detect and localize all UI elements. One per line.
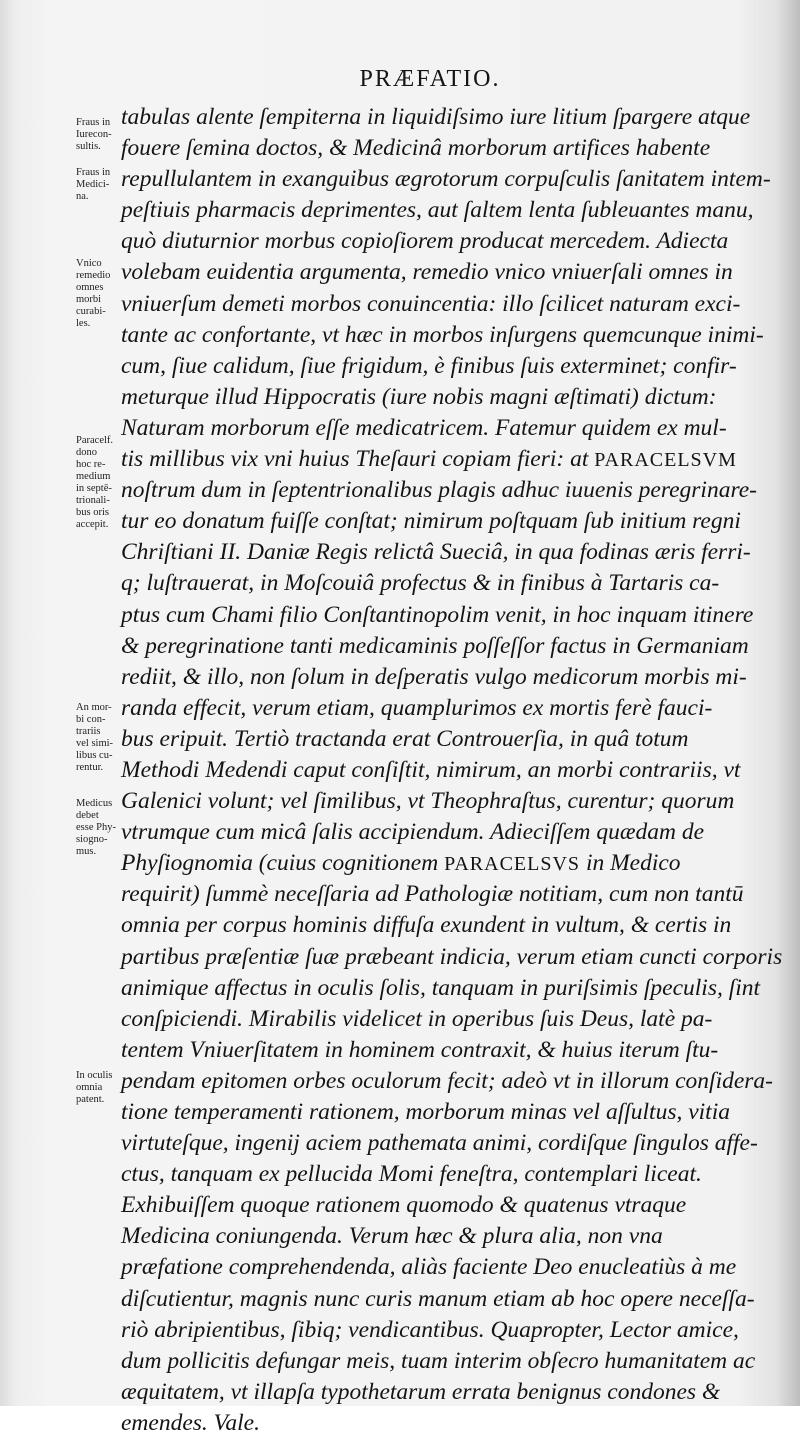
text-line: dum pollicitis defungar meis, tuam interim obſecro humanitatem ac xyxy=(121,1347,756,1374)
margin-note-line: debet xyxy=(76,810,99,821)
margin-note-line: vel simi- xyxy=(76,738,114,749)
margin-note-line: Paracelf. xyxy=(76,435,114,446)
text-line: bus eripuit. Tertiò tractanda erat Controuerſia, in quâ totum xyxy=(121,725,689,752)
text-line: vtrumque cum micâ ſalis accipiendum. Adieciſſem quædam de xyxy=(121,819,705,846)
text-line: Naturam morborum eſſe medicatricem. Fatemur quidem ex mul- xyxy=(121,414,727,441)
margin-note-line: na. xyxy=(76,191,89,202)
margin-note-line: omnia xyxy=(76,1082,103,1093)
margin-note-line: medium xyxy=(76,471,111,482)
margin-note-line: An mor- xyxy=(76,702,112,713)
margin-note-line: mus. xyxy=(76,846,97,857)
text-line: Medicina coniungenda. Verum hæc & plura alia, non vna xyxy=(121,1223,663,1250)
text-line: rediit, & illo, non ſolum in deſperatis vulgo medicorum morbis mi- xyxy=(121,663,747,690)
text-line: q; luſtrauerat, in Moſcouiâ profectus & in finibus à Tartaris ca- xyxy=(121,570,720,597)
body-text xyxy=(121,102,791,1439)
margin-note xyxy=(76,117,122,153)
margin-note-line: in septē- xyxy=(76,483,112,494)
text-line: ctus, tanquam ex pellucida Momi feneſtra, contemplari liceat. xyxy=(121,1161,702,1188)
text-line: & peregrinatione tanti medicaminis poſſeſſor factus in Germaniam xyxy=(121,632,749,659)
margin-note-line: curabi- xyxy=(76,306,106,317)
text-line: pendam epitomen orbes oculorum fecit; adeò vt in illorum conſidera- xyxy=(121,1067,773,1094)
text-line: vniuerſum demeti morbos conuincentia: illo ſcilicet naturam exci- xyxy=(121,290,741,317)
margin-note-line: remedio xyxy=(76,270,111,281)
margin-note-line: siogno- xyxy=(76,834,108,845)
margin-note xyxy=(76,798,122,858)
text-line-pre: Phyſiognomia (cuius cognitionem xyxy=(121,850,445,877)
margin-note-line: rentur. xyxy=(76,762,104,773)
text-line: tur eo donatum fuiſſe conſtat; nimirum poſtquam ſub initium regni xyxy=(121,508,741,535)
margin-note-line: omnes xyxy=(76,282,104,293)
text-line: requirit) ſummè neceſſaria ad Pathologiæ notitiam, cum non tantū xyxy=(121,881,744,908)
author-name: PARACELSVM xyxy=(594,449,737,472)
margin-note-line: patent. xyxy=(76,1094,105,1105)
margin-note-line: Medicus xyxy=(76,798,113,809)
margin-note-line: libus cu- xyxy=(76,750,113,761)
margin-note-line: Iurecon- xyxy=(76,129,112,140)
text-line: tione temperamenti rationem, morborum minas vel aſſultus, vitia xyxy=(121,1099,730,1125)
margin-note-line: trionali- xyxy=(76,495,110,506)
text-line: animique affectus in oculis ſolis, tanquam in puriſsimis ſpeculis, ſint xyxy=(121,974,761,1001)
text-line: riò abripientibus, ſibiq; vendicantibus. Quapropter, Lector amice, xyxy=(121,1316,739,1343)
text-line: emendes. Vale. xyxy=(121,1409,260,1436)
text-line: diſcutientur, magnis nunc curis manum etiam ab hoc opere neceſſa- xyxy=(121,1285,755,1312)
text-line: peſtiuis pharmacis deprimentes, aut ſaltem lenta ſubleuantes manu, xyxy=(121,197,754,224)
text-line: tante ac confortante, vt hæc in morbos inſurgens quemcunque inimi- xyxy=(121,321,764,348)
text-line: noſtrum dum in ſeptentrionalibus plagis adhuc iuuenis peregrinare- xyxy=(121,477,757,504)
margin-note-line: morbi xyxy=(76,294,102,305)
text-line: meturque illud Hippocratis (iure nobis magni æſtimati) dictum: xyxy=(121,383,717,410)
margin-note-line: Vnico xyxy=(76,258,102,269)
text-line: Galenici volunt; vel ſimilibus, vt Theophraſtus, curentur; quorum xyxy=(121,788,735,815)
margin-note xyxy=(76,1070,122,1106)
text-line: Methodi Medendi caput conſiſtit, nimirum, an morbi contrariis, vt xyxy=(121,756,741,783)
text-line xyxy=(121,848,791,879)
text-line: Exhibuiſſem quoque rationem quomodo & quatenus vtraque xyxy=(121,1192,687,1219)
text-line: cum, ſiue calidum, ſiue frigidum, è finibus ſuis exterminet; confir- xyxy=(121,352,737,379)
text-line: volebam euidentia argumenta, remedio vnico vniuerſali omnes in xyxy=(121,259,733,286)
text-line: æquitatem, vt illapſa typothetarum errata benignus condones & xyxy=(121,1378,721,1405)
text-line: omnia per corpus hominis diffuſa exundent in vultum, & certis in xyxy=(121,912,732,939)
text-line: quò diuturnior morbus copioſiorem producat mercedem. Adiecta xyxy=(121,228,729,255)
text-line: partibus præſentiæ ſuæ præbeant indicia, verum etiam cuncti corporis xyxy=(121,943,783,970)
margin-note xyxy=(76,258,122,330)
text-line-post: in Medico xyxy=(580,850,681,877)
text-line: conſpiciendi. Mirabilis videlicet in operibus ſuis Deus, latè pa- xyxy=(121,1005,713,1032)
margin-note-line: Fraus in xyxy=(76,167,111,178)
margin-note-line: hoc re- xyxy=(76,459,106,470)
margin-note-line: sultis. xyxy=(76,141,101,152)
text-line: tabulas alente ſempiterna in liquidiſsimo iure litium ſpargere atque xyxy=(121,104,751,130)
margin-note-line: accepit. xyxy=(76,519,109,530)
margin-note-line: les. xyxy=(76,318,91,329)
margin-note-line: trariis xyxy=(76,726,101,737)
page-heading: PRÆFATIO. xyxy=(359,66,501,92)
margin-note-line: bi con- xyxy=(76,714,106,725)
text-line: ptus cum Chami filio Conſtantinopolim venit, in hoc inquam itinere xyxy=(121,601,754,628)
margin-note-line: Fraus in xyxy=(76,117,111,128)
margin-note xyxy=(76,167,122,203)
author-name: PARACELSVS xyxy=(444,853,581,876)
text-line: virtuteſque, ingenij aciem pathemata animi, cordiſque ſingulos affe- xyxy=(121,1130,758,1157)
margin-note-line: bus oris xyxy=(76,507,109,518)
text-line: præfatione comprehendenda, aliàs faciente Deo enucleatiùs à me xyxy=(121,1254,737,1281)
margin-note-line: dono xyxy=(76,447,97,458)
text-line: randa effecit, verum etiam, quamplurimos ex mortis ferè fauci- xyxy=(121,694,713,721)
margin-note xyxy=(76,435,122,531)
margin-note-line: esse Phy- xyxy=(76,822,116,833)
text-line: fouere ſemina doctos, & Medicinâ morborum artifices habente xyxy=(121,135,711,162)
text-line-pre: tis millibus vix vni huius Theſauri copiam fieri: at xyxy=(121,446,595,473)
text-line: tentem Vniuerſitatem in hominem contraxit, & huius iterum ſtu- xyxy=(121,1036,719,1063)
text-line: Chriſtiani II. Daniæ Regis relictâ Sueciâ, in qua fodinas æris ferri- xyxy=(121,539,751,566)
margin-note xyxy=(76,702,122,774)
margin-note-line: Medici- xyxy=(76,179,110,190)
margin-note-line: In oculis xyxy=(76,1070,113,1081)
text-line xyxy=(121,444,791,475)
text-line: repullulantem in exanguibus ægrotorum corpuſculis ſanitatem intem- xyxy=(121,166,771,193)
